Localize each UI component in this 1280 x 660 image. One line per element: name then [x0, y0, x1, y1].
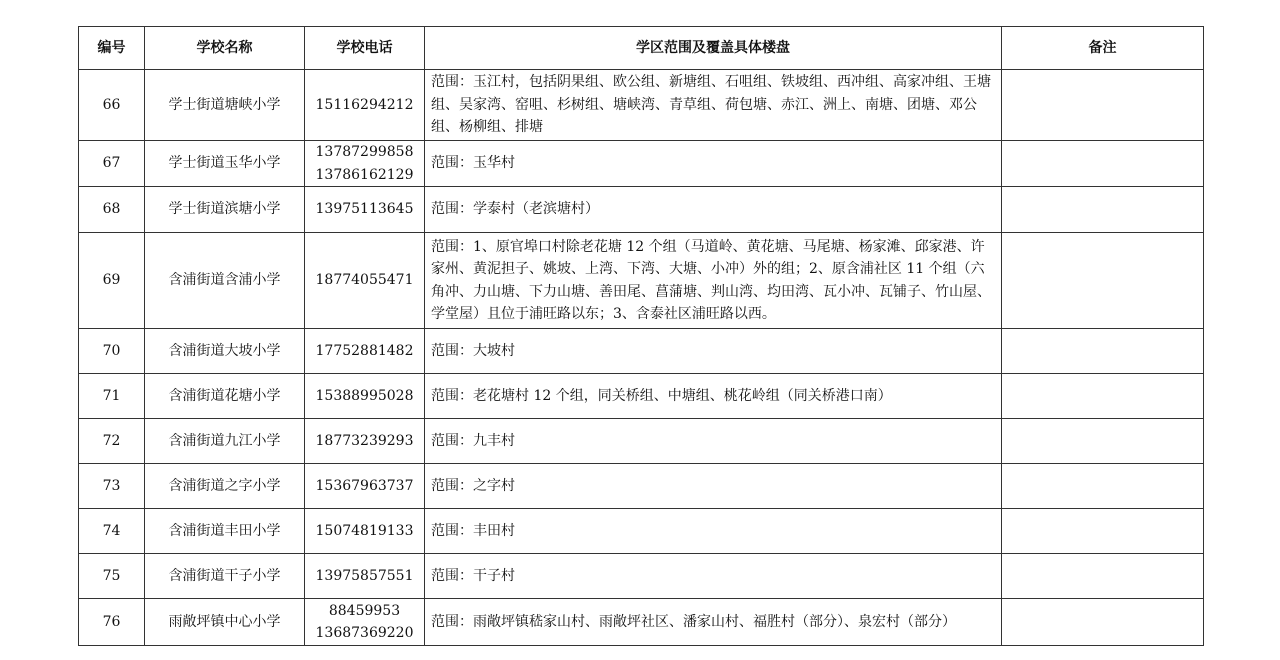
row-phone: 18773239293 [315, 432, 414, 449]
row-note [1002, 187, 1204, 233]
table-row [79, 554, 1204, 599]
row-phone-cell [305, 187, 425, 233]
header-number: 编号 [79, 27, 145, 70]
row-number: 67 [79, 141, 145, 187]
row-number: 74 [79, 509, 145, 554]
row-number: 66 [79, 70, 145, 141]
row-school-name: 学士街道塘峡小学 [145, 70, 305, 141]
row-phone: 88459953 [328, 602, 401, 619]
row-note [1002, 509, 1204, 554]
row-scope: 范围：九丰村 [425, 419, 1002, 464]
row-school-name: 含浦街道含浦小学 [145, 233, 305, 329]
row-school-name: 含浦街道丰田小学 [145, 509, 305, 554]
table-row [79, 599, 1204, 646]
row-note [1002, 70, 1204, 141]
table-row [79, 329, 1204, 374]
row-note [1002, 141, 1204, 187]
row-note [1002, 599, 1204, 646]
row-number: 72 [79, 419, 145, 464]
header-note: 备注 [1002, 27, 1204, 70]
row-scope: 范围：玉江村，包括阴果组、欧公组、新塘组、石咀组、铁坡组、西冲组、高家冲组、王塘组、吴家湾、窑咀、杉树组、塘峡湾、青草组、荷包塘、赤江、洲上、南塘、团塘、邓公组、杨柳组、排塘 [425, 70, 1002, 141]
row-number: 68 [79, 187, 145, 233]
row-phone: 13975113645 [315, 201, 414, 218]
row-scope: 范围：雨敞坪镇嵇家山村、雨敞坪社区、潘家山村、福胜村（部分）、泉宏村（部分） [425, 599, 1002, 646]
row-school-name: 含浦街道之字小学 [145, 464, 305, 509]
row-phone-cell [305, 329, 425, 374]
table-row [79, 419, 1204, 464]
header-school-name: 学校名称 [145, 27, 305, 70]
row-school-name: 含浦街道干子小学 [145, 554, 305, 599]
row-school-name: 学士街道滨塘小学 [145, 187, 305, 233]
row-scope: 范围：干子村 [425, 554, 1002, 599]
row-note [1002, 419, 1204, 464]
row-school-name: 学士街道玉华小学 [145, 141, 305, 187]
row-scope: 范围：学泰村（老滨塘村） [425, 187, 1002, 233]
row-number: 76 [79, 599, 145, 646]
row-note [1002, 464, 1204, 509]
row-phone: 15388995028 [315, 387, 414, 404]
row-phone-cell [305, 599, 425, 646]
row-phone-cell [305, 141, 425, 187]
row-number: 75 [79, 554, 145, 599]
row-number: 70 [79, 329, 145, 374]
row-phone: 17752881482 [315, 342, 414, 359]
row-phone: 13687369220 [315, 625, 414, 641]
row-phone-cell [305, 554, 425, 599]
row-phone: 13787299858 [315, 144, 414, 161]
table-row [79, 187, 1204, 233]
row-note [1002, 554, 1204, 599]
header-district-scope: 学区范围及覆盖具体楼盘 [425, 27, 1002, 70]
row-scope: 范围：老花塘村 12 个组，同关桥组、中塘组、桃花岭组（同关桥港口南） [425, 374, 1002, 419]
row-number: 71 [79, 374, 145, 419]
row-number: 69 [79, 233, 145, 329]
row-note [1002, 374, 1204, 419]
school-district-table [78, 26, 1204, 646]
row-phone: 15074819133 [315, 522, 414, 539]
table-row [79, 70, 1204, 141]
header-school-phone: 学校电话 [305, 27, 425, 70]
table-header-row [79, 27, 1204, 70]
row-phone-cell [305, 419, 425, 464]
table-row [79, 233, 1204, 329]
row-number: 73 [79, 464, 145, 509]
row-school-name: 雨敞坪镇中心小学 [145, 599, 305, 646]
row-scope: 范围：1、原官埠口村除老花塘 12 个组（马道岭、黄花塘、马尾塘、杨家滩、邱家港、许家州、黄泥担子、姚坡、上湾、下湾、大塘、小冲）外的组；2、原含浦社区 11 个组（六角冲、力山塘、下力山塘、善田尾、菖蒲塘、判山湾、均田湾、瓦小冲、瓦铺子、竹山屋、学堂屋）且位于浦旺路以东；3、含泰社区浦旺路以西。 [425, 233, 1002, 329]
row-phone: 13975857551 [315, 567, 414, 584]
row-note [1002, 233, 1204, 329]
row-phone-cell [305, 233, 425, 329]
table-row [79, 509, 1204, 554]
row-phone-cell [305, 509, 425, 554]
table-row [79, 374, 1204, 419]
row-phone: 13786162129 [315, 166, 414, 183]
row-phone-cell [305, 70, 425, 141]
row-scope: 范围：之字村 [425, 464, 1002, 509]
row-school-name: 含浦街道花塘小学 [145, 374, 305, 419]
row-phone: 15367963737 [315, 477, 414, 494]
row-phone: 18774055471 [315, 272, 414, 289]
row-phone: 15116294212 [315, 96, 414, 113]
row-scope: 范围：丰田村 [425, 509, 1002, 554]
row-scope: 范围：玉华村 [425, 141, 1002, 187]
table-row [79, 141, 1204, 187]
row-phone-cell [305, 374, 425, 419]
row-phone-cell [305, 464, 425, 509]
row-note [1002, 329, 1204, 374]
table-row [79, 464, 1204, 509]
row-scope: 范围：大坡村 [425, 329, 1002, 374]
row-school-name: 含浦街道大坡小学 [145, 329, 305, 374]
row-school-name: 含浦街道九江小学 [145, 419, 305, 464]
